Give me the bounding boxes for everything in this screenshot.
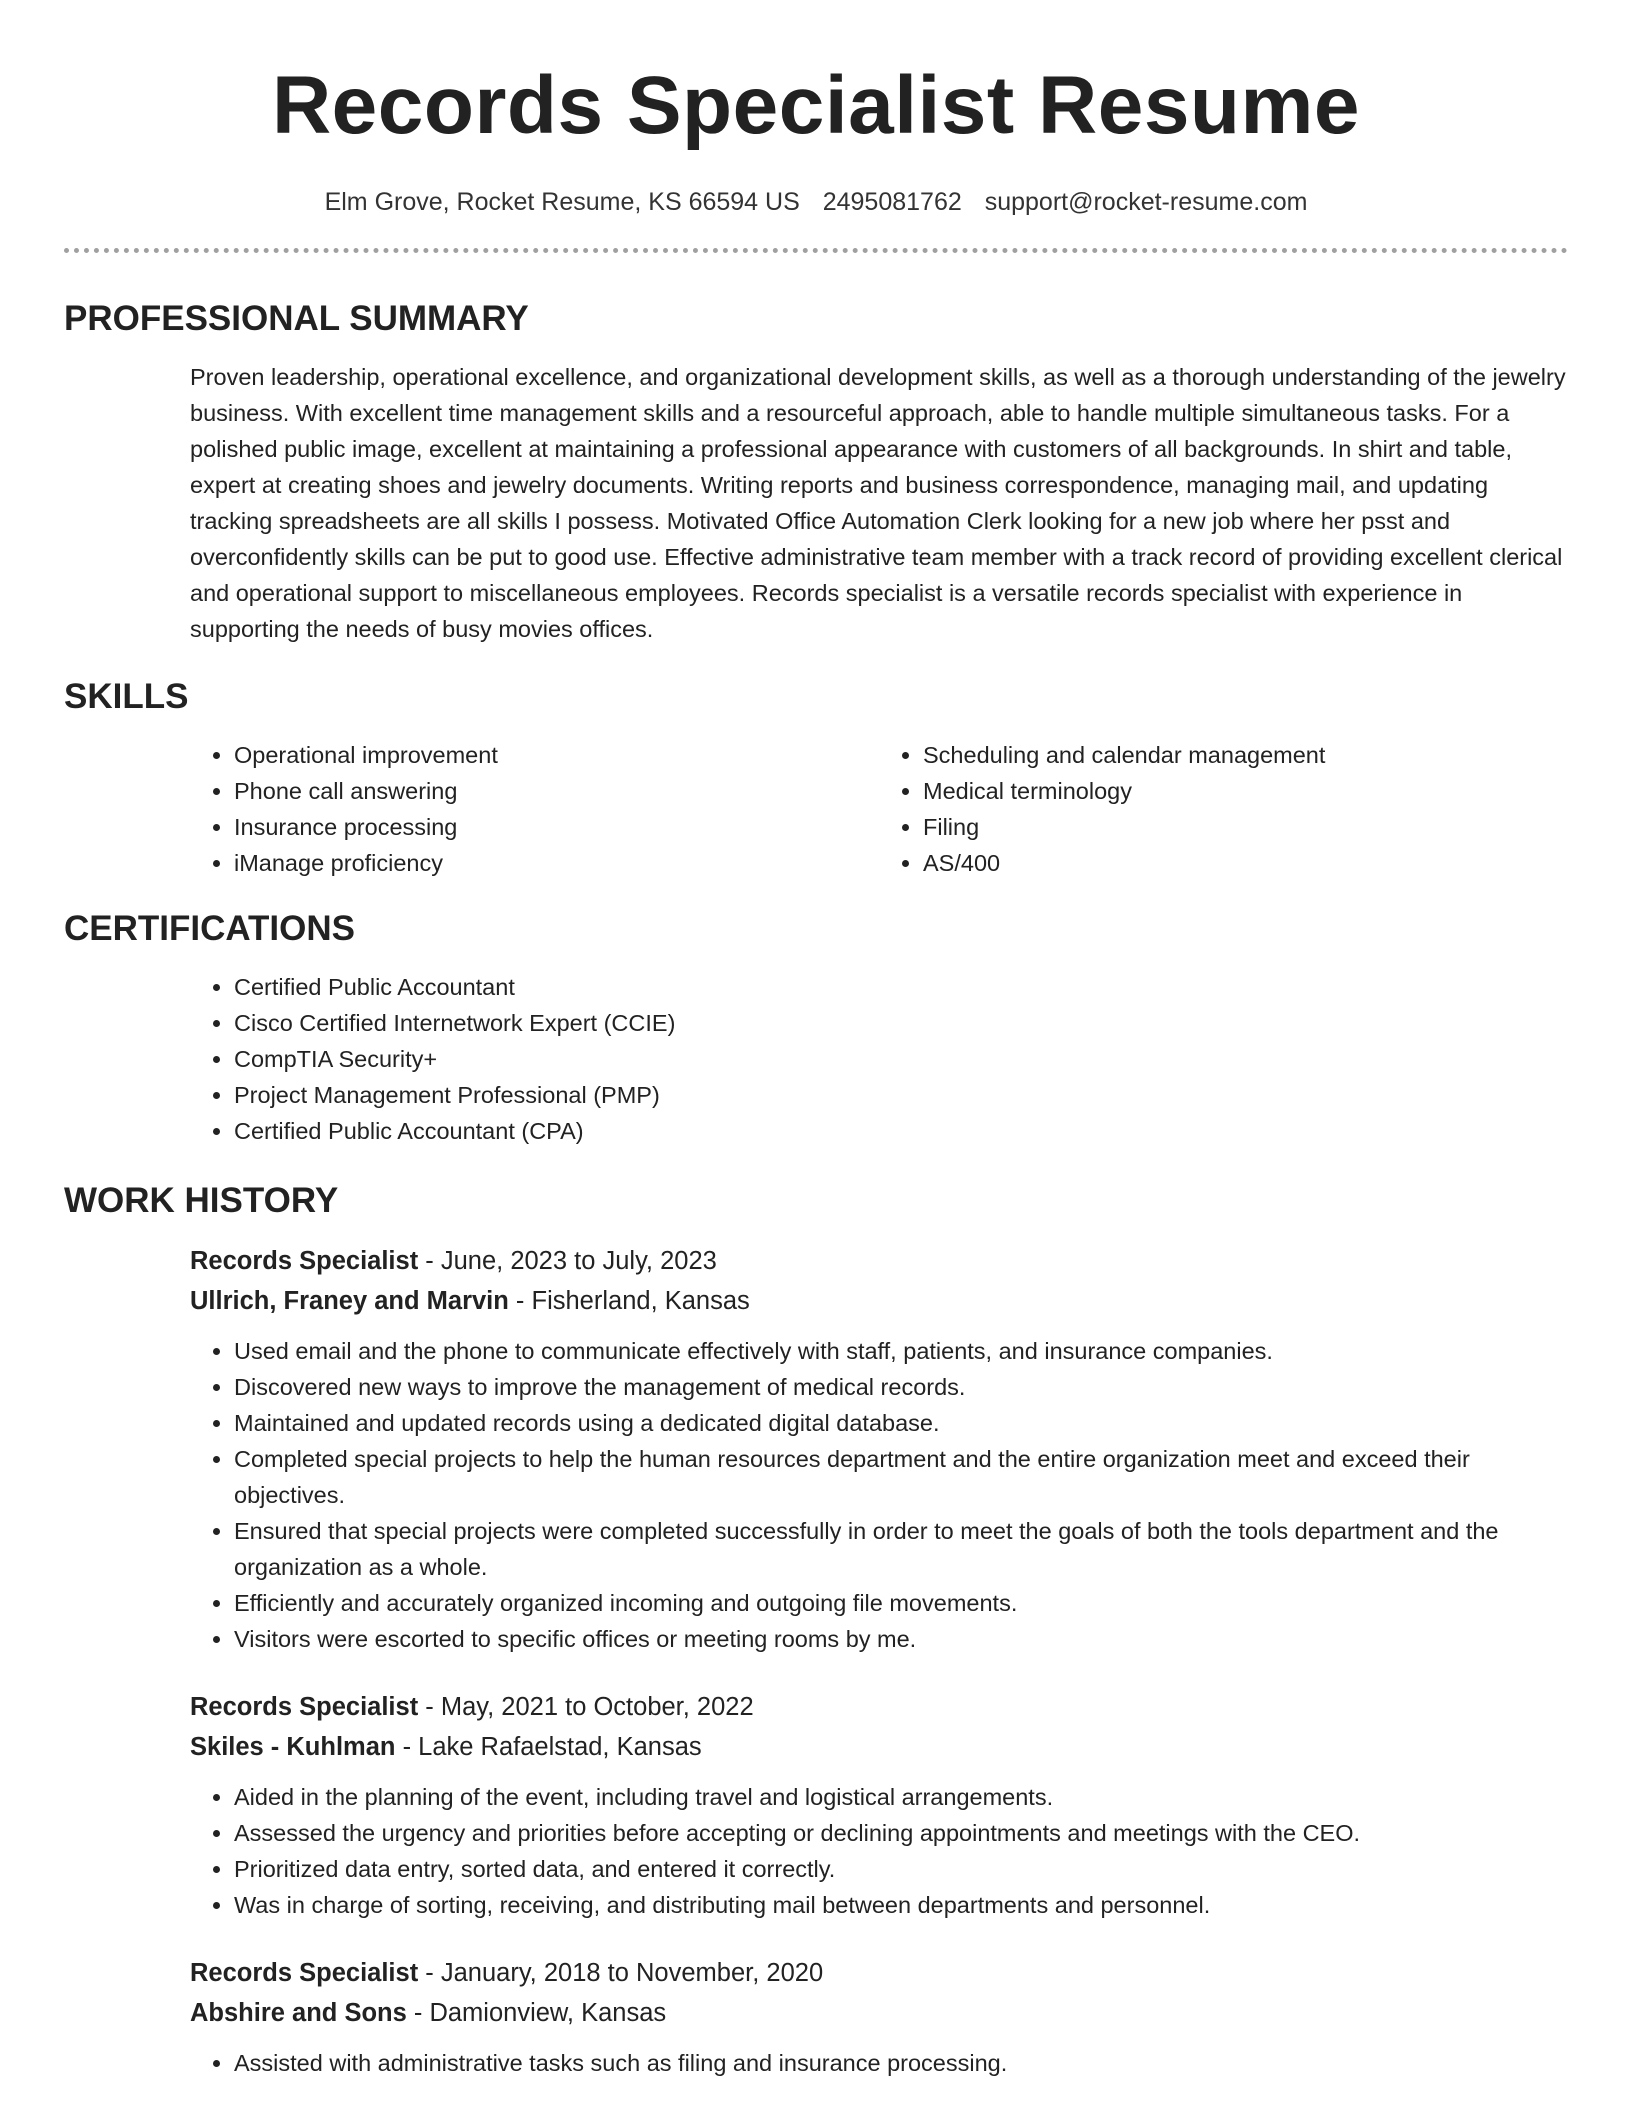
resume-title: Records Specialist Resume (271, 60, 1361, 151)
job-company-line (190, 1281, 1568, 1321)
skills-grid (190, 737, 1568, 881)
job-role: Records Specialist (190, 1247, 419, 1275)
job-bullet: • Prioritized data entry, sorted data, and entered it correctly. (234, 1851, 1568, 1887)
job-bullet: • Aided in the planning of the event, including travel and logistical arrangements. (234, 1779, 1568, 1815)
job-bullet: • Assessed the urgency and priorities before accepting or declining appointments and meetings with the CEO. (234, 1815, 1568, 1851)
certification-item: • Certified Public Accountant (CPA) (234, 1113, 1568, 1149)
job-company-line (190, 1727, 1568, 1767)
job-company: Abshire and Sons (190, 1999, 407, 2027)
work-history-section (64, 1241, 1568, 2081)
work-history-heading: WORK HISTORY (64, 1181, 339, 1220)
job-bullet: • Visitors were escorted to specific offices or meeting rooms by me. (234, 1621, 1568, 1657)
job-bullet: • Used email and the phone to communicate effectively with staff, patients, and insurance companies. (234, 1333, 1568, 1369)
job-entry (190, 1687, 1568, 1923)
job-dates: - January, 2018 to November, 2020 (418, 1959, 824, 1987)
summary-text: Proven leadership, operational excellence, and organizational development skills, as well as a thorough understanding of the jewelry business. With excellent time management skills and a resourceful approach, able to handle multiple simultaneous tasks. For a polished public image, excellent at maintaining a professional appearance with customers of all backgrounds. In shirt and table, expert at creating shoes and jewelry documents. Writing reports and business correspondence, managing mail, and updating tracking spreadsheets are all skills I possess. Motivated Office Automation Clerk looking for a new job where her psst and overconfidently skills can be put to good use. Effective administrative team member with a track record of providing excellent clerical and operational support to miscellaneous employees. Records specialist is a versatile records specialist with experience in supporting the needs of busy movies offices. (190, 364, 1566, 642)
skill-item: • AS/400 (923, 845, 1568, 881)
job-company: Ullrich, Franey and Marvin (190, 1287, 509, 1315)
certifications-heading: CERTIFICATIONS (64, 909, 356, 948)
job-bullet: • Assisted with administrative tasks such as filing and insurance processing. (234, 2045, 1568, 2081)
job-role-line (190, 1241, 1568, 1281)
job-bullet: • Ensured that special projects were completed successfully in order to meet the goals of both the tools department and the organization as a whole. (234, 1513, 1568, 1585)
certifications-list (190, 969, 1568, 1149)
contact-address: Elm Grove, Rocket Resume, KS 66594 US (324, 188, 800, 216)
job-location: - Fisherland, Kansas (508, 1287, 750, 1315)
skill-item: • Medical terminology (923, 773, 1568, 809)
job-bullet: • Was in charge of sorting, receiving, and distributing mail between departments and personnel. (234, 1887, 1568, 1923)
skill-item: • Scheduling and calendar management (923, 737, 1568, 773)
contact-phone: 2495081762 (822, 188, 962, 216)
certification-item: • CompTIA Security+ (234, 1041, 1568, 1077)
skills-section (64, 737, 1568, 881)
job-company-line (190, 1993, 1568, 2033)
job-role: Records Specialist (190, 1693, 419, 1721)
job-bullets (190, 1779, 1568, 1923)
job-bullet: • Completed special projects to help the human resources department and the entire organization meet and exceed their objectives. (234, 1441, 1568, 1513)
summary-heading: PROFESSIONAL SUMMARY (64, 299, 529, 338)
skills-column-left (190, 737, 879, 881)
job-location: - Damionview, Kansas (406, 1999, 667, 2027)
job-bullet: • Discovered new ways to improve the management of medical records. (234, 1369, 1568, 1405)
skill-item: • Phone call answering (234, 773, 879, 809)
skills-heading: SKILLS (64, 677, 189, 716)
job-bullets (190, 1333, 1568, 1657)
job-bullet: • Efficiently and accurately organized incoming and outgoing file movements. (234, 1585, 1568, 1621)
skill-item: • iManage proficiency (234, 845, 879, 881)
resume-header (64, 0, 1568, 220)
certification-item: • Cisco Certified Internetwork Expert (CCIE) (234, 1005, 1568, 1041)
job-role-line (190, 1953, 1568, 1993)
job-company: Skiles - Kuhlman (190, 1733, 396, 1761)
certifications-section (64, 969, 1568, 1149)
job-role-line (190, 1687, 1568, 1727)
skill-item: • Filing (923, 809, 1568, 845)
header-divider (64, 248, 1568, 253)
job-dates: - June, 2023 to July, 2023 (418, 1247, 717, 1275)
skill-item: • Insurance processing (234, 809, 879, 845)
job-entry (190, 1241, 1568, 1657)
skills-column-right (879, 737, 1568, 881)
contact-email: support@rocket-resume.com (984, 188, 1308, 216)
job-role: Records Specialist (190, 1959, 419, 1987)
skill-item: • Operational improvement (234, 737, 879, 773)
certification-item: • Certified Public Accountant (234, 969, 1568, 1005)
job-bullet: • Maintained and updated records using a dedicated digital database. (234, 1405, 1568, 1441)
contact-line (64, 184, 1568, 220)
job-location: - Lake Rafaelstad, Kansas (395, 1733, 702, 1761)
job-bullets (190, 2045, 1568, 2081)
job-entry (190, 1953, 1568, 2081)
certification-item: • Project Management Professional (PMP) (234, 1077, 1568, 1113)
job-dates: - May, 2021 to October, 2022 (418, 1693, 754, 1721)
